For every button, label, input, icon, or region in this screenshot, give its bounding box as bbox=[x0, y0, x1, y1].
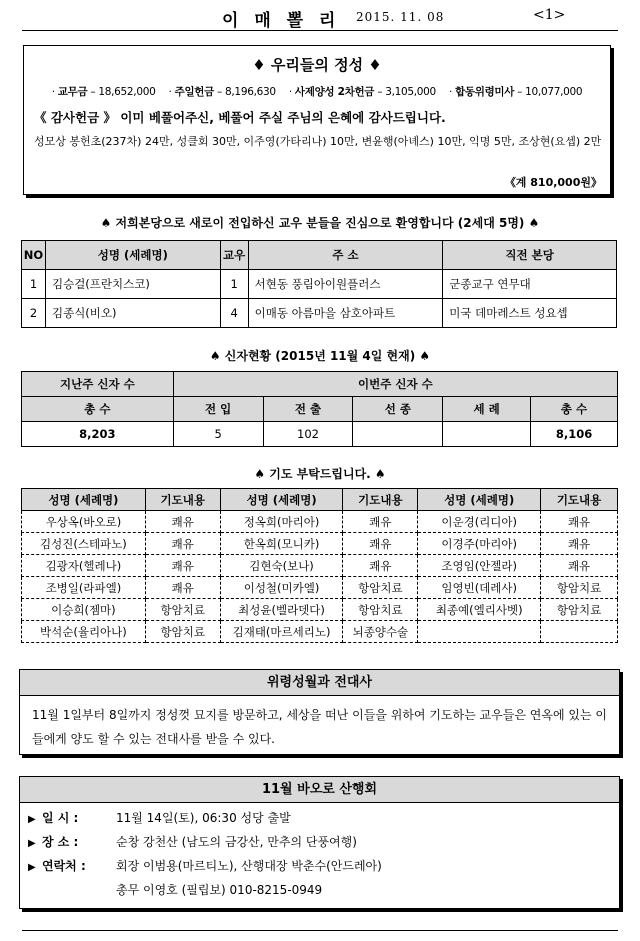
table-cell: 항암치료 bbox=[541, 577, 618, 599]
thanks-heading: 《 감사헌금 》 이미 베풀어주신, 베풀어 주실 주님의 은혜에 감사드립니다. bbox=[34, 110, 446, 125]
column-header: 성명 (세례명) bbox=[418, 489, 541, 511]
table-cell: 조병일(라파엘) bbox=[22, 577, 146, 599]
table-header-row bbox=[22, 372, 618, 397]
table-cell: 1 bbox=[22, 270, 46, 299]
table-cell: 조영임(안젤라) bbox=[418, 555, 541, 577]
prayer-title: ♠ 기도 부탁드립니다. ♠ bbox=[254, 467, 386, 481]
table-cell: 쾌유 bbox=[145, 511, 220, 533]
table-row bbox=[22, 299, 617, 328]
arrow-right-icon: ▶ bbox=[28, 814, 36, 825]
table-cell: 5 bbox=[173, 422, 263, 447]
table-cell bbox=[418, 621, 541, 643]
table-cell bbox=[541, 621, 618, 643]
hiking-contact-row-2 bbox=[116, 881, 322, 898]
hiking-contact-label: 연락처 : bbox=[42, 859, 86, 873]
column-header: 지난주 신자 수 bbox=[22, 372, 174, 397]
header-divider bbox=[22, 30, 618, 31]
table-row bbox=[22, 577, 618, 599]
hiking-contact-value-2: 총무 이영호 (필립보) 010-8215-0949 bbox=[116, 883, 323, 897]
table-cell: 김승걸(프란치스코) bbox=[45, 270, 220, 299]
table-cell: 102 bbox=[263, 422, 353, 447]
hiking-contact-row bbox=[28, 857, 382, 874]
indulgence-body: 11월 1일부터 8일까지 정성껏 묘지를 방문하고, 세상을 떠난 이들을 위하여 기도하는 교우들은 연옥에 있는 이들에게 양도 할 수 있는 전대사를 받을 수 있다. bbox=[32, 708, 607, 746]
table-cell: 박석순(율리아나) bbox=[22, 621, 146, 643]
table-cell: 군종교구 연무대 bbox=[443, 270, 617, 299]
table-cell: 항암치료 bbox=[343, 577, 418, 599]
thanks-total: 《계 810,000원》 bbox=[504, 176, 602, 189]
column-header: 총 수 bbox=[531, 397, 618, 422]
table-cell: 쾌유 bbox=[343, 555, 418, 577]
table-cell: 김재태(마르세리노) bbox=[220, 621, 343, 643]
hiking-contact-value: 회장 이범용(마르티노), 산행대장 박춘수(안드레아) bbox=[116, 859, 382, 873]
table-cell: 우상옥(바오로) bbox=[22, 511, 146, 533]
table-cell: 이승희(젬마) bbox=[22, 599, 146, 621]
census-table bbox=[21, 371, 618, 447]
hiking-title: 11월 바오로 산행회 bbox=[20, 777, 619, 803]
column-header: 성명 (세례명) bbox=[45, 241, 220, 270]
column-header: 기도내용 bbox=[145, 489, 220, 511]
new-members-table bbox=[21, 240, 617, 328]
prayer-table bbox=[21, 488, 618, 643]
table-cell: 쾌유 bbox=[343, 511, 418, 533]
table-cell: 항암치료 bbox=[541, 599, 618, 621]
indulgence-title: 위령성월과 전대사 bbox=[20, 670, 619, 696]
column-header: 세 례 bbox=[443, 397, 531, 422]
table-cell: 이성철(미카엘) bbox=[220, 577, 343, 599]
newsletter-title: 이 매 뽈 리 bbox=[222, 11, 341, 31]
table-cell: 뇌종양수술 bbox=[343, 621, 418, 643]
column-header: NO bbox=[22, 241, 46, 270]
table-cell: 항암치료 bbox=[343, 599, 418, 621]
table-row bbox=[22, 621, 618, 643]
column-header: 전 입 bbox=[173, 397, 263, 422]
arrow-right-icon: ▶ bbox=[28, 862, 36, 873]
table-cell: 이매동 아름마을 삼호아파트 bbox=[248, 299, 443, 328]
offering-item: · 주일헌금 – 8,196,630 bbox=[168, 86, 276, 98]
table-cell: 쾌유 bbox=[541, 555, 618, 577]
table-cell: 8,106 bbox=[531, 422, 618, 447]
newsletter-date: 2015. 11. 08 bbox=[356, 10, 445, 24]
table-cell: 쾌유 bbox=[343, 533, 418, 555]
table-cell: 이경주(마리아) bbox=[418, 533, 541, 555]
hiking-date-row bbox=[28, 809, 291, 826]
table-cell: 서현동 풍림아이원플러스 bbox=[248, 270, 443, 299]
table-cell: 8,203 bbox=[22, 422, 174, 447]
table-cell: 2 bbox=[22, 299, 46, 328]
table-cell: 미국 데마레스트 성요셉 bbox=[443, 299, 617, 328]
hiking-place-row bbox=[28, 833, 357, 850]
table-row bbox=[22, 511, 618, 533]
table-cell: 1 bbox=[220, 270, 248, 299]
table-cell: 쾌유 bbox=[145, 555, 220, 577]
hiking-place-value: 순창 강천산 (남도의 금강산, 만추의 단풍여행) bbox=[116, 835, 357, 849]
offering-item: · 합동위령미사 – 10,077,000 bbox=[448, 86, 583, 98]
table-row bbox=[22, 533, 618, 555]
offering-items bbox=[24, 84, 610, 99]
table-cell bbox=[443, 422, 531, 447]
table-cell: 항암치료 bbox=[145, 621, 220, 643]
column-header: 기도내용 bbox=[541, 489, 618, 511]
table-cell: 최성윤(벨라뎃다) bbox=[220, 599, 343, 621]
column-header: 주 소 bbox=[248, 241, 443, 270]
column-header: 교우 bbox=[220, 241, 248, 270]
column-header: 선 종 bbox=[353, 397, 443, 422]
indulgence-box bbox=[19, 669, 620, 755]
table-cell: 이운경(리디아) bbox=[418, 511, 541, 533]
table-row bbox=[22, 422, 618, 447]
table-cell: 김성진(스테파노) bbox=[22, 533, 146, 555]
thanks-body: 성모상 봉헌초(237차) 24만, 성클회 30만, 이주영(가타리나) 10만, 변윤행(아녜스) 10만, 익명 5만, 조상현(요셉) 2만 bbox=[34, 135, 602, 148]
table-cell: 최종예(엘리사벳) bbox=[418, 599, 541, 621]
hiking-box bbox=[19, 776, 620, 909]
table-cell: 임영빈(데레사) bbox=[418, 577, 541, 599]
table-cell: 김광자(헬레나) bbox=[22, 555, 146, 577]
hiking-place-label: 장 소 : bbox=[42, 835, 79, 849]
table-cell: 4 bbox=[220, 299, 248, 328]
hiking-date-label: 일 시 : bbox=[42, 811, 79, 825]
table-row bbox=[22, 555, 618, 577]
column-header: 이번주 신자 수 bbox=[173, 372, 617, 397]
census-title: ♠ 신자현황 (2015년 11월 4일 현재) ♠ bbox=[209, 349, 431, 363]
table-cell: 한옥희(모니카) bbox=[220, 533, 343, 555]
page-number: <1> bbox=[533, 7, 566, 23]
table-cell: 정옥희(마리아) bbox=[220, 511, 343, 533]
table-cell: 김현숙(보나) bbox=[220, 555, 343, 577]
hiking-date-value: 11월 14일(토), 06:30 성당 출발 bbox=[116, 811, 291, 825]
column-header: 전 출 bbox=[263, 397, 353, 422]
table-row bbox=[22, 270, 617, 299]
new-members-title: ♠ 저희본당으로 새로이 전입하신 교우 분들을 진심으로 환영합니다 (2세대 5명) ♠ bbox=[100, 216, 540, 230]
offering-box bbox=[23, 45, 611, 195]
offering-item: · 교무금 – 18,652,000 bbox=[51, 86, 156, 98]
arrow-right-icon: ▶ bbox=[28, 838, 36, 849]
column-header: 직전 본당 bbox=[443, 241, 617, 270]
table-cell: 쾌유 bbox=[145, 533, 220, 555]
table-header-row bbox=[22, 397, 618, 422]
footer-divider bbox=[22, 930, 618, 931]
table-row bbox=[22, 599, 618, 621]
table-header-row bbox=[22, 241, 617, 270]
table-cell: 쾌유 bbox=[541, 533, 618, 555]
table-cell bbox=[353, 422, 443, 447]
column-header: 총 수 bbox=[22, 397, 174, 422]
table-cell: 쾌유 bbox=[145, 577, 220, 599]
offering-title: ♦ 우리들의 정성 ♦ bbox=[252, 56, 382, 74]
table-header-row bbox=[22, 489, 618, 511]
column-header: 기도내용 bbox=[343, 489, 418, 511]
table-cell: 쾌유 bbox=[541, 511, 618, 533]
column-header: 성명 (세례명) bbox=[22, 489, 146, 511]
offering-item: · 사제양성 2차헌금 – 3,105,000 bbox=[288, 86, 436, 98]
table-cell: 김종식(비오) bbox=[45, 299, 220, 328]
column-header: 성명 (세례명) bbox=[220, 489, 343, 511]
table-cell: 항암치료 bbox=[145, 599, 220, 621]
